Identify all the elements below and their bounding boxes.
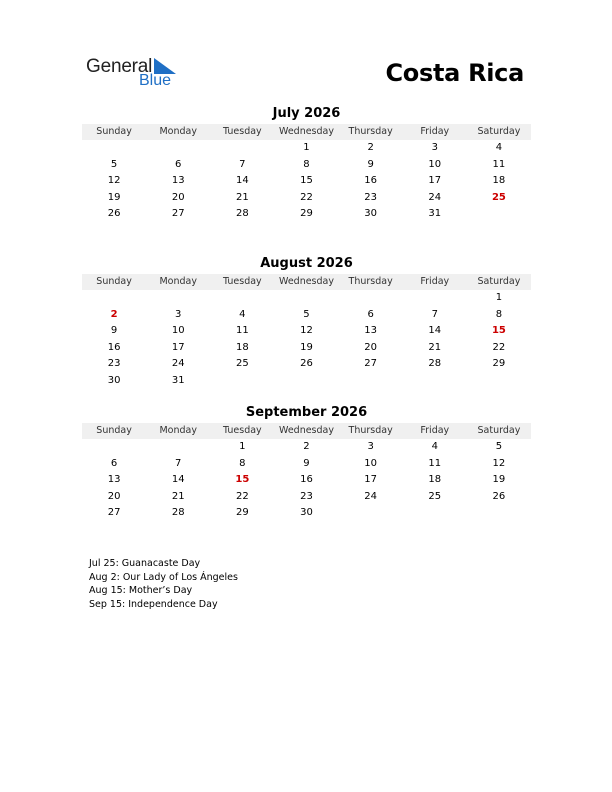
week-row xyxy=(82,307,531,324)
week-row xyxy=(82,140,531,157)
day-cell: 24 xyxy=(171,358,185,369)
empty-cell xyxy=(146,290,210,307)
empty-cell xyxy=(274,373,338,390)
day-cell: 18 xyxy=(235,341,249,353)
day-cell: 11 xyxy=(492,158,506,170)
day-cell: 4 xyxy=(431,441,438,452)
weekday-label: Tuesday xyxy=(223,276,262,287)
day-cell: 4 xyxy=(495,142,503,153)
week-row xyxy=(82,472,531,489)
weekday-label: Thursday xyxy=(348,425,393,436)
day-cell: 1 xyxy=(239,441,246,452)
day-cell: 8 xyxy=(495,308,503,320)
day-cell: 6 xyxy=(175,158,182,170)
day-cell: 22 xyxy=(492,341,506,353)
day-cell: 24 xyxy=(364,490,377,502)
day-cell: 26 xyxy=(107,208,121,219)
week-row xyxy=(82,190,531,207)
month-grid xyxy=(82,290,531,389)
day-cell: 27 xyxy=(107,507,121,518)
day-cell: 5 xyxy=(495,441,503,452)
day-cell: 21 xyxy=(171,490,185,502)
empty-cell xyxy=(403,373,467,390)
month-july xyxy=(82,106,531,223)
day-cell: 15 xyxy=(491,325,506,336)
day-cell: 12 xyxy=(107,175,121,186)
day-cell: 4 xyxy=(239,308,246,320)
empty-cell xyxy=(146,140,210,157)
day-cell: 6 xyxy=(367,308,374,320)
day-cell: 14 xyxy=(171,474,185,485)
day-cell: 2 xyxy=(367,142,374,153)
holiday-note: Aug 15: Mother’s Day xyxy=(89,585,193,596)
weekday-label: Friday xyxy=(420,126,450,137)
day-cell: 27 xyxy=(364,358,377,369)
empty-cell xyxy=(339,290,403,307)
week-row xyxy=(82,456,531,473)
week-row xyxy=(82,373,531,390)
day-cell: 10 xyxy=(428,158,442,170)
day-cell: 30 xyxy=(364,208,377,219)
day-cell: 11 xyxy=(235,325,249,336)
weekday-label: Friday xyxy=(420,276,450,287)
month-title: September 2026 xyxy=(245,405,368,420)
day-cell: 13 xyxy=(107,474,121,485)
day-cell: 7 xyxy=(175,457,182,469)
day-cell: 9 xyxy=(367,158,374,170)
week-row xyxy=(82,439,531,456)
day-cell: 13 xyxy=(171,175,185,186)
weekday-label: Sunday xyxy=(96,276,132,287)
holiday-note: Sep 15: Independence Day xyxy=(89,598,218,610)
country-title: Costa Rica xyxy=(385,59,524,87)
month-grid xyxy=(82,140,531,223)
day-cell: 16 xyxy=(107,341,121,353)
weekday-header xyxy=(82,274,531,290)
empty-cell xyxy=(274,290,338,307)
empty-cell xyxy=(210,140,274,157)
day-cell: 18 xyxy=(492,175,506,186)
weekday-label: Thursday xyxy=(348,126,393,137)
day-cell: 31 xyxy=(428,208,442,219)
weekday-label: Saturday xyxy=(477,425,521,436)
day-cell: 10 xyxy=(171,325,185,336)
empty-cell xyxy=(82,290,146,307)
day-cell: 18 xyxy=(428,474,442,485)
week-row xyxy=(82,206,531,223)
empty-cell xyxy=(467,206,531,223)
day-cell: 19 xyxy=(300,341,313,353)
empty-cell xyxy=(210,373,274,390)
empty-cell xyxy=(339,373,403,390)
logo-word-general: General xyxy=(86,56,153,77)
weekday-header xyxy=(82,124,531,140)
weekday-label: Saturday xyxy=(477,126,521,137)
weekday-label: Tuesday xyxy=(223,425,262,436)
day-cell: 19 xyxy=(107,191,121,203)
day-cell: 3 xyxy=(431,142,438,153)
weekday-label: Saturday xyxy=(477,276,521,287)
day-cell: 28 xyxy=(235,208,249,219)
month-title: August 2026 xyxy=(260,256,353,271)
weekday-label: Monday xyxy=(159,425,197,436)
day-cell: 28 xyxy=(428,358,442,369)
empty-cell xyxy=(339,505,403,522)
week-row xyxy=(82,323,531,340)
day-cell: 20 xyxy=(171,191,185,203)
day-cell: 29 xyxy=(235,507,249,518)
day-cell: 15 xyxy=(300,175,313,186)
day-cell: 12 xyxy=(492,457,506,469)
weekday-label: Sunday xyxy=(96,126,132,137)
day-cell: 20 xyxy=(364,341,377,353)
day-cell: 1 xyxy=(495,292,503,303)
month-grid xyxy=(82,439,531,522)
day-cell: 9 xyxy=(303,457,310,469)
day-cell: 26 xyxy=(492,490,506,502)
day-cell: 21 xyxy=(235,191,249,203)
week-row xyxy=(82,340,531,357)
holiday-note: Aug 2: Our Lady of Los Ángeles xyxy=(89,571,238,583)
day-cell: 19 xyxy=(492,474,506,485)
empty-cell xyxy=(403,290,467,307)
day-cell: 22 xyxy=(300,191,313,203)
empty-cell xyxy=(146,439,210,456)
empty-cell xyxy=(82,439,146,456)
day-cell: 16 xyxy=(364,175,377,186)
weekday-label: Tuesday xyxy=(223,126,262,137)
weekday-header xyxy=(82,423,531,439)
day-cell: 8 xyxy=(303,158,310,170)
day-cell: 8 xyxy=(239,457,246,469)
day-cell: 5 xyxy=(110,158,118,170)
week-row xyxy=(82,290,531,307)
weekday-label: Sunday xyxy=(96,425,132,436)
day-cell: 20 xyxy=(107,490,121,502)
empty-cell xyxy=(467,373,531,390)
day-cell: 6 xyxy=(110,457,118,469)
day-cell: 14 xyxy=(235,175,249,186)
weekday-label: Thursday xyxy=(348,276,393,287)
day-cell: 30 xyxy=(107,374,121,386)
month-august xyxy=(82,256,531,389)
day-cell: 7 xyxy=(239,158,246,170)
day-cell: 23 xyxy=(364,191,377,203)
weekday-label: Monday xyxy=(159,126,197,137)
day-cell: 10 xyxy=(364,457,377,469)
day-cell: 3 xyxy=(367,441,374,452)
weekday-label: Wednesday xyxy=(278,126,334,137)
day-cell: 2 xyxy=(110,308,118,320)
day-cell: 25 xyxy=(491,191,506,203)
day-cell: 23 xyxy=(107,358,121,369)
day-cell: 29 xyxy=(300,208,313,219)
day-cell: 21 xyxy=(428,341,442,353)
week-row xyxy=(82,157,531,174)
logo xyxy=(86,56,186,92)
day-cell: 14 xyxy=(428,325,442,336)
week-row xyxy=(82,356,531,373)
day-cell: 25 xyxy=(428,490,442,502)
day-cell: 27 xyxy=(171,208,185,219)
weekday-label: Monday xyxy=(159,276,197,287)
day-cell: 9 xyxy=(110,325,118,336)
day-cell: 13 xyxy=(364,325,377,336)
day-cell: 24 xyxy=(428,191,442,203)
day-cell: 22 xyxy=(235,490,249,502)
empty-cell xyxy=(403,505,467,522)
day-cell: 3 xyxy=(175,308,182,320)
day-cell: 28 xyxy=(171,507,185,518)
holiday-notes xyxy=(89,557,238,611)
day-cell: 23 xyxy=(300,490,313,502)
weekday-label: Wednesday xyxy=(278,425,334,436)
day-cell: 15 xyxy=(235,474,250,485)
day-cell: 5 xyxy=(303,308,310,320)
day-cell: 1 xyxy=(303,142,310,153)
day-cell: 31 xyxy=(171,374,185,386)
day-cell: 25 xyxy=(235,358,249,369)
empty-cell xyxy=(467,505,531,522)
weekday-label: Friday xyxy=(420,425,450,436)
day-cell: 30 xyxy=(300,507,313,518)
month-september xyxy=(82,405,531,522)
day-cell: 16 xyxy=(300,474,313,485)
day-cell: 7 xyxy=(431,308,438,320)
day-cell: 17 xyxy=(171,341,185,353)
week-row xyxy=(82,489,531,506)
day-cell: 29 xyxy=(492,358,506,369)
week-row xyxy=(82,173,531,190)
day-cell: 2 xyxy=(303,441,310,452)
month-title: July 2026 xyxy=(272,106,341,121)
day-cell: 17 xyxy=(428,175,442,186)
holiday-note: Jul 25: Guanacaste Day xyxy=(89,558,201,569)
day-cell: 17 xyxy=(364,474,377,485)
day-cell: 12 xyxy=(300,325,313,336)
empty-cell xyxy=(82,140,146,157)
week-row xyxy=(82,505,531,522)
day-cell: 26 xyxy=(300,358,313,369)
weekday-label: Wednesday xyxy=(278,276,334,287)
day-cell: 11 xyxy=(428,457,442,469)
empty-cell xyxy=(210,290,274,307)
logo-word-blue: Blue xyxy=(139,72,172,89)
